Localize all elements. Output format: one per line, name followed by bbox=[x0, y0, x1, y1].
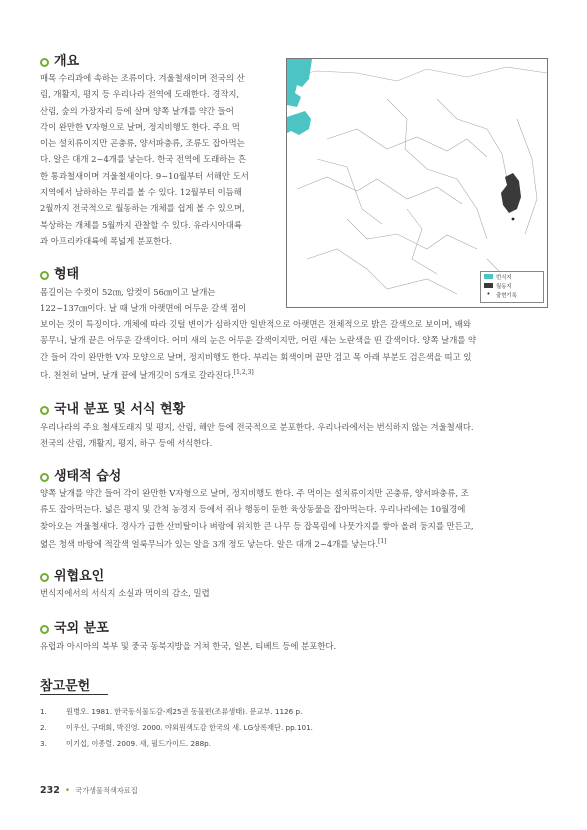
section-title: 국내 분포 및 서식 현황 bbox=[54, 402, 186, 417]
page-number: 232 bbox=[40, 785, 60, 796]
morphology-text bbox=[40, 316, 548, 383]
legend-label: 출현기록 bbox=[496, 292, 517, 299]
text-line: 지역에서 남하하는 무리를 볼 수 있다. 12월부터 이듬해 bbox=[40, 187, 242, 198]
text-line: 2월까지 전국적으로 월동하는 개체를 쉽게 볼 수 있으며, bbox=[40, 203, 245, 214]
text-line: 122~137㎝이다. 날 때 날개 아랫면에 어두운 갈색 점이 bbox=[40, 303, 247, 314]
bullet-icon bbox=[40, 58, 49, 67]
bullet-icon bbox=[40, 406, 49, 415]
text-line: 유럽과 아시아의 북부 및 중국 동북지방을 거쳐 한국, 일본, 티베트 등에 분포한다. bbox=[40, 641, 337, 651]
section-heading-threats bbox=[40, 569, 104, 585]
text-line: 매목 수리과에 속하는 조류이다. 겨울철새이며 전국의 산 bbox=[40, 73, 245, 83]
text-line: 찾아오는 겨울철새다. 경사가 급한 산비탈이나 벼랑에 위치한 큰 나무 등 잡목림에 나뭇가지를 쌓아 올려 둥지를 만든고, bbox=[40, 520, 474, 531]
section-heading-distribution bbox=[40, 402, 185, 418]
map-legend bbox=[480, 271, 544, 303]
bullet-icon bbox=[40, 573, 49, 582]
text-line: 몸길이는 수컷이 52㎝, 암컷이 56㎝이고 날개는 bbox=[40, 287, 216, 297]
section-title: 위협요인 bbox=[54, 569, 105, 584]
section-heading-morphology bbox=[40, 267, 79, 283]
overview-text bbox=[40, 70, 278, 249]
legend-swatch bbox=[484, 274, 493, 279]
section-title: 개요 bbox=[54, 54, 80, 69]
text-line: 각이 완만한 V자형으로 날며, 정지비행도 한다. 주요 먹 bbox=[40, 121, 240, 132]
text-line: 다. 알은 대개 2~4개를 낳는다. 한국 전역에 도래하는 흔 bbox=[40, 154, 247, 165]
section-heading-overview bbox=[40, 54, 79, 70]
page-footer bbox=[40, 785, 138, 796]
reference-item: 2. 이우신, 구태회, 박진영. 2000. 야외원색도감 한국의 새. LG상록재단. pp.101. bbox=[40, 723, 313, 732]
text-line: 전국의 산림, 개활지, 평지, 하구 등에 서식한다. bbox=[40, 438, 213, 449]
publication-title: 국가생물적색자료집 bbox=[75, 785, 138, 795]
text-line: 번식지에서의 서식지 소실과 먹이의 감소, 밀렵 bbox=[40, 588, 210, 598]
section-title: 형태 bbox=[54, 267, 80, 282]
legend-item bbox=[481, 281, 543, 290]
dot-icon: • bbox=[486, 290, 491, 298]
citation: [1] bbox=[378, 537, 387, 545]
text-line: 류도 잡아먹는다. 넓은 평지 및 간척 농경지 등에서 쥐나 행동이 둔한 육상동물을 잡아먹는다. 우리나라에는 10월경에 bbox=[40, 504, 466, 515]
section-title: 국외 분포 bbox=[54, 621, 109, 636]
text-line: 산림, 숲의 가장자리 등에 살며 양쪽 날개를 약간 들어 bbox=[40, 105, 234, 116]
references-title: 참고문헌 bbox=[40, 679, 91, 694]
text-line: 북상하는 개체를 5월까지 관찰할 수 있다. 유라시아대륙 bbox=[40, 219, 242, 230]
section-heading-ecology bbox=[40, 469, 121, 485]
text-line: 양쪽 날개를 약간 들어 각이 완만한 V자형으로 날며, 정지비행도 한다. 주 먹이는 설치류이지만 곤충류, 양서파충류, 조 bbox=[40, 488, 469, 498]
text-line: 이는 설치류이지만 곤충류, 양서파충류, 조류도 잡아먹는 bbox=[40, 138, 245, 149]
bullet-icon bbox=[40, 625, 49, 634]
distribution-map bbox=[286, 58, 548, 308]
references-underline bbox=[40, 694, 108, 695]
text-line: 과 아프리카대륙에 폭넓게 분포한다. bbox=[40, 235, 173, 246]
text-line: 간 들어 각이 완만한 V자 모양으로 날며, 정지비행도 한다. 부리는 회색이며 끝만 검고 목 아래 부분도 검은색을 띠고 있 bbox=[40, 351, 472, 362]
bullet-icon bbox=[40, 473, 49, 482]
legend-swatch bbox=[484, 283, 493, 288]
legend-label: 월동지 bbox=[496, 283, 512, 290]
bullet-icon bbox=[40, 271, 49, 280]
reference-item: 1. 원병오. 1981. 한국동식물도감-제25권 동물편(조류생태). 문교부. 1126 p. bbox=[40, 707, 303, 716]
section-title: 생태적 습성 bbox=[54, 469, 122, 484]
legend-item bbox=[481, 290, 543, 299]
text-line: 엷은 청색 바탕에 적갈색 얼룩무늬가 있는 알을 3개 정도 낳는다. 알은 대개 2~4개를 낳는다.[1] bbox=[40, 537, 387, 549]
map-graphic bbox=[287, 59, 547, 307]
text-line: 림, 개활지, 평지 등 우리나라 전역에 도래한다. 경작지, bbox=[40, 89, 240, 100]
distribution-text bbox=[40, 419, 548, 452]
legend-item bbox=[481, 272, 543, 281]
text-line: 우리나라의 주요 철새도래지 및 평지, 산림, 해안 등에 전국적으로 분포한다. 우리나라에서는 번식하지 않는 겨울철새다. bbox=[40, 422, 474, 432]
citation: [1,2,3] bbox=[233, 368, 254, 376]
reference-item: 3. 이기섭, 이종렬. 2009. 새, 필드가이드. 288p. bbox=[40, 739, 212, 748]
overseas-text bbox=[40, 638, 548, 654]
morphology-text-top bbox=[40, 284, 278, 317]
section-heading-overseas bbox=[40, 621, 109, 637]
text-line: 다. 천천히 날며, 날개 끝에 날개깃이 5개로 갈라진다.[1,2,3] bbox=[40, 368, 254, 380]
legend-label: 번식지 bbox=[496, 274, 512, 281]
threats-text bbox=[40, 585, 548, 601]
text-line: 한 통과철새이며 겨울철새이다. 9~10월부터 서해안 도서 bbox=[40, 170, 249, 181]
ecology-text bbox=[40, 485, 548, 552]
text-line: 보이는 것이 특징이다. 개체에 따라 깃털 변이가 심하지만 일반적으로 아랫면은 전체적으로 밝은 갈색으로 보이며, 배와 bbox=[40, 319, 471, 329]
separator-dot-icon: • bbox=[64, 785, 71, 796]
text-line: 꽁무니, 날개 끝은 어두운 갈색이다. 어미 새의 눈은 어두운 갈색이지만, 어린 새는 노란색을 띤 갈색이다. 양쪽 날개를 약 bbox=[40, 335, 477, 346]
